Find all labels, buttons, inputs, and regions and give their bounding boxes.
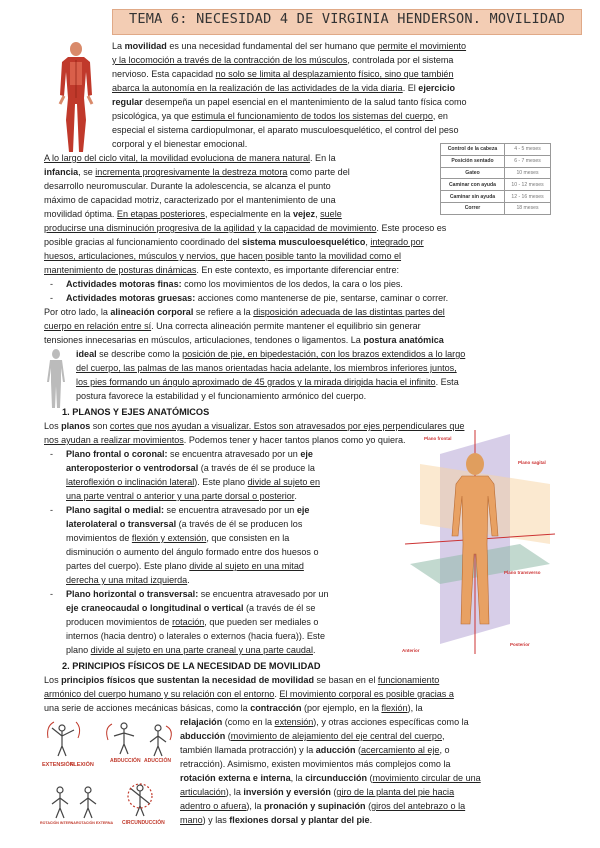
anatomical-planes-figure (400, 424, 560, 660)
extension-label: EXTENSIÓN (42, 762, 74, 768)
life-line-5: movilidad óptima. En etapas posteriores, especialmente en la vejez, suele (44, 209, 342, 219)
life-line-8: huesos, articulaciones, músculos y nervios, que hacen posible tanto la movilidad como el (44, 251, 402, 261)
align-line-4: ideal se describe como la posición de pie, en bipedestación, con los brazos extendidos a lo largo (76, 349, 466, 359)
frontal-line-4: una parte ventral o anterior y una parte dorsal o posterior. (66, 491, 297, 501)
principles-line-11: mano) y las flexiones dorsal y plantar del pie. (180, 815, 373, 825)
life-line-4: máximo de capacidad motriz, caracterizado por el mantenimiento de una (44, 195, 336, 205)
table-row: Caminar con ayuda 10 - 12 meses (441, 179, 551, 191)
table-row: Gateo 10 meses (441, 167, 551, 179)
life-line-3: desarrollo neuromuscular. Durante la adolescencia, se alcanza el punto (44, 181, 331, 191)
sagittal-line-4: disminución o aumento del ángulo formado entre dos huesos o (66, 547, 319, 557)
section-1-heading: 1. PLANOS Y EJES ANATÓMICOS (62, 407, 210, 417)
flexion-label: FLEXIÓN (70, 762, 94, 768)
sagittal-line-1: Plano sagital o medial: se encuentra atravesado por un eje (66, 505, 310, 515)
sagittal-line-2: laterolateral o transversal (a través de él se producen los (66, 519, 303, 529)
section-2-heading: 2. PRINCIPIOS FÍSICOS DE LA NECESIDAD DE MOVILIDAD (62, 661, 321, 671)
sagittal-line-3: movimientos de flexión y extensión, que consisten en la (66, 533, 290, 543)
horizontal-line-3: producen movimientos de rotación, que pueden ser mediales o (66, 617, 319, 627)
svg-text:Plano sagital: Plano sagital (518, 460, 546, 465)
principles-line-4: relajación (como en la extensión), y otras acciones específicas como la (180, 717, 469, 727)
internal-rotation-label: ROTACIÓN INTERNA (40, 821, 76, 825)
svg-text:Plano transverso: Plano transverso (504, 570, 541, 575)
table-row: Correr 18 meses (441, 202, 551, 214)
bullet-dash: - (50, 505, 54, 515)
frontal-line-2: anteroposterior o ventrodorsal (a través de él se produce la (66, 463, 315, 473)
align-line-6: los pies formando un ángulo aproximado de 45 grados y la mirada dirigida hacia el infinito. Esta (76, 377, 459, 387)
align-line-3: tensiones innecesarias en músculos, articulaciones, tendones o ligamentos. La postura anatómica (44, 335, 444, 345)
align-line-2: cuerpo en relación entre sí. Una correcta alineación permite mantener el equilibrio sin generar (44, 321, 421, 331)
bullet-dash: - (50, 589, 54, 599)
table-row: Control de la cabeza 4 - 5 meses (441, 144, 551, 156)
align-line-7: postura favorece la estabilidad y el funcionamiento armónico del cuerpo. (76, 391, 367, 401)
intro-line-1: La movilidad es una necesidad fundamental del ser humano que permite el movimiento (112, 41, 467, 51)
horizontal-line-5: plano divide al sujeto en una parte craneal y una parte caudal. (66, 645, 316, 655)
planes-line-2: nos ayudan a realizar movimientos. Podemos tener y hacer tantos planos como yo quiera. (44, 435, 406, 445)
principles-line-3: una serie de acciones mecánicas básicas, como la contracción (por ejemplo, en la flexión), la (44, 703, 423, 713)
external-rotation-label: ROTACIÓN EXTERNA (76, 821, 114, 825)
gross-motor-item: Actividades motoras gruesas: acciones como mantenerse de pie, sentarse, caminar o correr. (66, 293, 449, 303)
circumduction-label: CIRCUNDUCCIÓN (122, 820, 165, 826)
align-line-5: del cuerpo, las palmas de las manos orientadas hacia adelante, los miembros inferiores juntos, (76, 363, 457, 373)
intro-line-5: regular desempeña un papel esencial en el mantenimiento de la salud tanto física como (112, 97, 467, 107)
principles-line-7: retracción). Asimismo, existen movimientos más complejos como la (180, 759, 451, 769)
frontal-line-3: lateroflexión o inclinación lateral). Este plano divide al sujeto en (66, 477, 320, 487)
life-line-2: infancia, se incrementa progresivamente la destreza motora como parte del (44, 167, 350, 177)
life-line-9: mantenimiento de posturas dinámicas. En este contexto, es importante diferenciar entre: (44, 265, 400, 275)
anatomical-position-figure (44, 348, 68, 410)
movement-types-figure (40, 716, 176, 828)
table-row: Posición sentado 6 - 7 meses (441, 155, 551, 167)
intro-line-2: y la locomoción a través de la contracción de los músculos, controlada por el sistema (112, 55, 454, 65)
svg-text:Anterior: Anterior (402, 648, 420, 653)
sagittal-line-5: partes del cuerpo). Este plano divide al sujeto en una mitad (66, 561, 304, 571)
principles-line-1: Los principios físicos que sustentan la necesidad de movilidad se basan en el funcionamiento (44, 675, 440, 685)
principles-line-2: armónico del cuerpo humano y su relación con el entorno. El movimiento corporal es posible gracias a (44, 689, 454, 699)
principles-line-6: también llamada protracción) y la aducción (acercamiento al eje, o (180, 745, 450, 755)
intro-line-6: psicológica, ya que estimula el funcionamiento de todos los sistemas del cuerpo, en (112, 111, 448, 121)
life-line-6: producirse una disminución progresiva de la agilidad y la capacidad de movimiento. Este proceso es (44, 223, 447, 233)
svg-text:Posterior: Posterior (510, 642, 530, 647)
abduction-label: ABDUCCIÓN (110, 758, 141, 764)
muscle-anatomy-figure (46, 40, 106, 160)
table-row: Caminar sin ayuda 12 - 16 meses (441, 191, 551, 203)
horizontal-line-2: eje craneocaudal o longitudinal o vertical (a través de él se (66, 603, 316, 613)
planes-line-1: Los planos son cortes que nos ayudan a visualizar. Estos son atravesados por ejes perpendiculares que (44, 421, 465, 431)
life-line-1: A lo largo del ciclo vital, la movilidad evoluciona de manera natural. En la (44, 153, 336, 163)
fine-motor-item: Actividades motoras finas: como los movimientos de los dedos, la cara o los pies. (66, 279, 403, 289)
sagittal-line-6: derecha y una mitad izquierda. (66, 575, 190, 585)
horizontal-line-1: Plano horizontal o transversal: se encuentra atravesado por un (66, 589, 329, 599)
intro-line-4: abarca la autonomía en la realización de las actividades de la vida diaria. El ejercicio (112, 83, 455, 93)
svg-text:Plano frontal: Plano frontal (424, 436, 452, 441)
bullet-dash: - (50, 449, 54, 459)
bullet-dash: - (50, 279, 54, 289)
principles-line-9: articulación), la inversión y eversión (giro de la planta del pie hacia (180, 787, 455, 797)
principles-line-5: abducción (movimiento de alejamiento del eje central del cuerpo, (180, 731, 445, 741)
principles-line-8: rotación externa e interna, la circunducción (movimiento circular de una (180, 773, 481, 783)
bullet-dash: - (50, 293, 54, 303)
life-line-7: posible gracias al funcionamiento coordinado del sistema musculoesquelético, integrado por (44, 237, 424, 247)
intro-line-3: nervioso. Esta capacidad no solo se limita al desplazamiento físico, sino que también (112, 69, 454, 79)
align-line-1: Por otro lado, la alineación corporal se refiere a la disposición adecuada de las distintas partes del (44, 307, 445, 317)
motor-milestones-table (440, 143, 551, 215)
adduction-label: ADUCCIÓN (144, 758, 171, 764)
horizontal-line-4: internos (hacia dentro) o laterales o externos (hacia fuera)). Este (66, 631, 325, 641)
frontal-line-1: Plano frontal o coronal: se encuentra atravesado por un eje (66, 449, 313, 459)
principles-line-10: adentro o afuera), la pronación y supinación (giros del antebrazo o la (180, 801, 466, 811)
page-title: TEMA 6: NECESIDAD 4 DE VIRGINIA HENDERSON. MOVILIDAD (129, 11, 565, 27)
intro-line-7: especial el sistema cardiopulmonar, el aparato musculoesquelético, el control del peso (112, 125, 459, 135)
intro-line-8: corporal y el bienestar emocional. (112, 139, 248, 149)
